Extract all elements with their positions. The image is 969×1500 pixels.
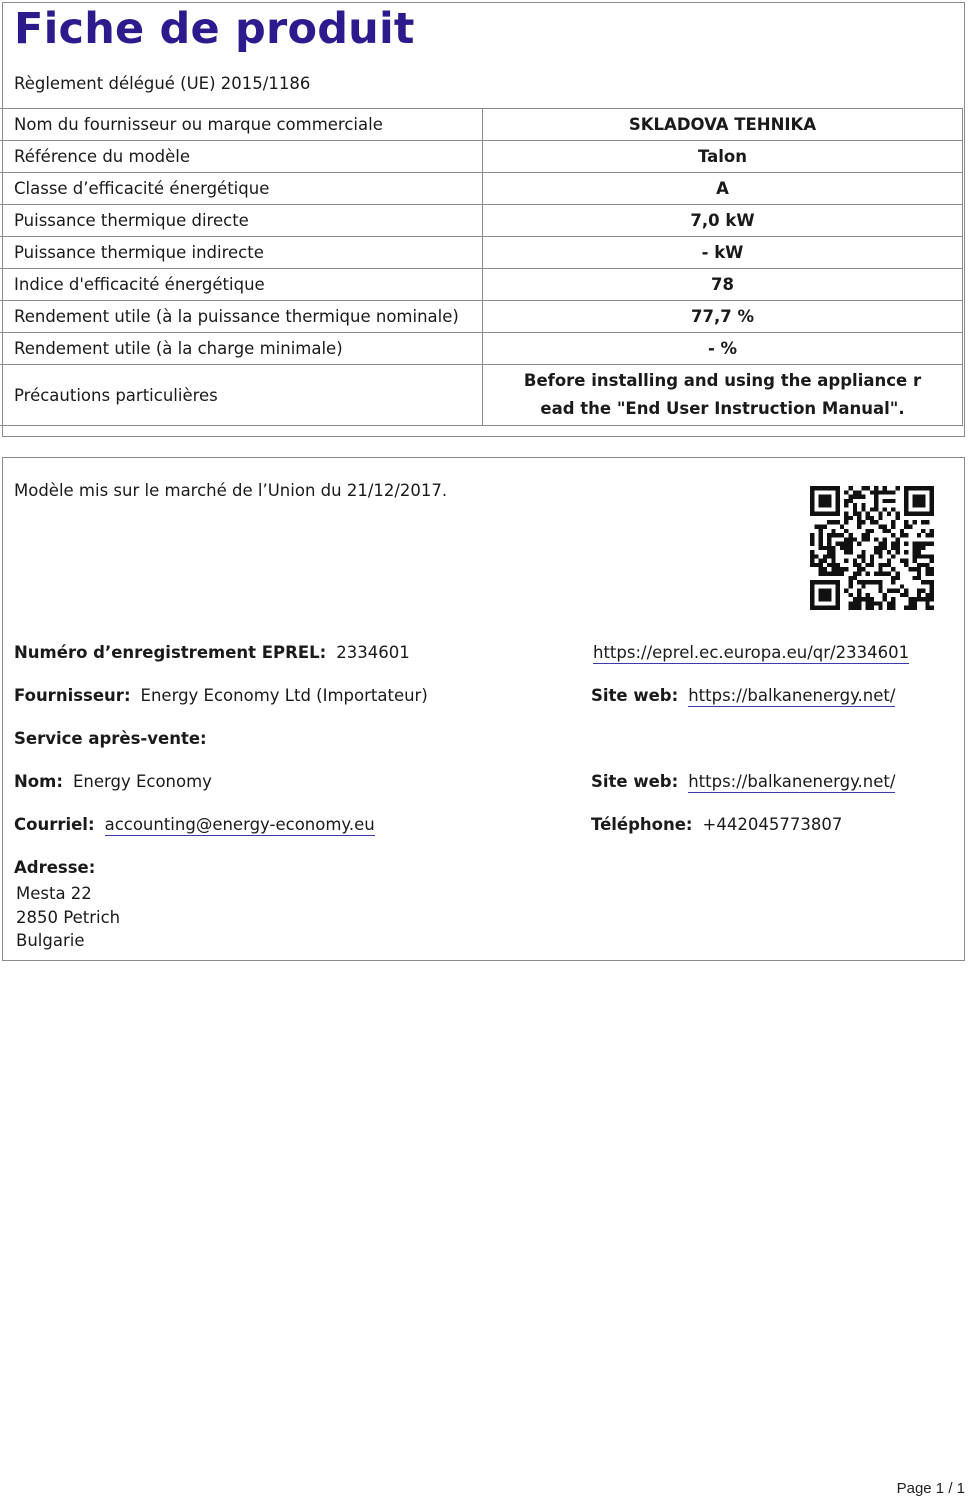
service-website-label: Site web:: [591, 772, 679, 791]
page-number: Page 1 / 1: [896, 1480, 965, 1497]
spec-value: - kW: [483, 237, 963, 269]
qr-code-icon[interactable]: [810, 486, 934, 610]
spec-label: Rendement utile (à la puissance thermique nominale): [0, 301, 483, 333]
eprel-number: 2334601: [336, 643, 410, 662]
name-value: Energy Economy: [72, 772, 212, 791]
table-row: [0, 333, 963, 365]
spec-label: Précautions particulières: [0, 365, 483, 426]
phone-value: +442045773807: [702, 815, 843, 834]
eprel-field: [14, 643, 410, 662]
table-row: [0, 173, 963, 205]
name-label: Nom:: [14, 772, 63, 791]
service-website-field: [591, 772, 895, 791]
supplier-website-field: [591, 686, 895, 705]
table-row: [0, 141, 963, 173]
regulation-text: Règlement délégué (UE) 2015/1186: [14, 74, 311, 93]
service-name-field: [14, 772, 212, 791]
market-date-text: Modèle mis sur le marché de l’Union du 21/12/2017.: [14, 481, 448, 500]
table-row: [0, 269, 963, 301]
spec-value: A: [483, 173, 963, 205]
spec-label: Puissance thermique directe: [0, 205, 483, 237]
service-website-link[interactable]: https://balkanenergy.net/: [688, 772, 896, 791]
eprel-link-field: [593, 643, 909, 662]
precautions-line-1: Before installing and using the appliance r: [523, 371, 922, 390]
email-link[interactable]: accounting@energy-economy.eu: [104, 815, 375, 834]
table-row: [0, 237, 963, 269]
spec-label: Nom du fournisseur ou marque commerciale: [0, 109, 483, 141]
supplier-field: [14, 686, 428, 705]
address-line: Bulgarie: [16, 931, 85, 950]
email-field: [14, 815, 375, 834]
eprel-link[interactable]: https://eprel.ec.europa.eu/qr/2334601: [593, 643, 910, 662]
supplier-website-link[interactable]: https://balkanenergy.net/: [688, 686, 896, 705]
spec-table: [0, 108, 963, 426]
spec-value: Talon: [483, 141, 963, 173]
address-heading: [14, 858, 105, 877]
spec-value: - %: [483, 333, 963, 365]
spec-label: Indice d'efficacité énergétique: [0, 269, 483, 301]
precautions-line-2: ead the "End User Instruction Manual".: [540, 399, 905, 418]
supplier-value: Energy Economy Ltd (Importateur): [140, 686, 428, 705]
table-row: [0, 109, 963, 141]
spec-label: Puissance thermique indirecte: [0, 237, 483, 269]
spec-value: [483, 365, 963, 426]
service-heading: [14, 729, 217, 748]
page-title: Fiche de produit: [14, 4, 415, 54]
spec-value: 7,0 kW: [483, 205, 963, 237]
spec-value: 77,7 %: [483, 301, 963, 333]
address-label: Adresse:: [14, 858, 96, 877]
phone-label: Téléphone:: [591, 815, 693, 834]
table-row: [0, 205, 963, 237]
spec-value: SKLADOVA TEHNIKA: [483, 109, 963, 141]
eprel-label: Numéro d’enregistrement EPREL:: [14, 643, 327, 662]
address-line: 2850 Petrich: [16, 907, 121, 927]
address-block: [16, 882, 120, 953]
spec-label: Classe d’efficacité énergétique: [0, 173, 483, 205]
address-line: Mesta 22: [16, 884, 92, 903]
spec-value: 78: [483, 269, 963, 301]
table-row: [0, 365, 963, 426]
phone-field: [591, 815, 842, 834]
spec-label: Référence du modèle: [0, 141, 483, 173]
spec-label: Rendement utile (à la charge minimale): [0, 333, 483, 365]
email-label: Courriel:: [14, 815, 95, 834]
table-row: [0, 301, 963, 333]
service-label: Service après-vente:: [14, 729, 207, 748]
website-label: Site web:: [591, 686, 679, 705]
supplier-label: Fournisseur:: [14, 686, 131, 705]
